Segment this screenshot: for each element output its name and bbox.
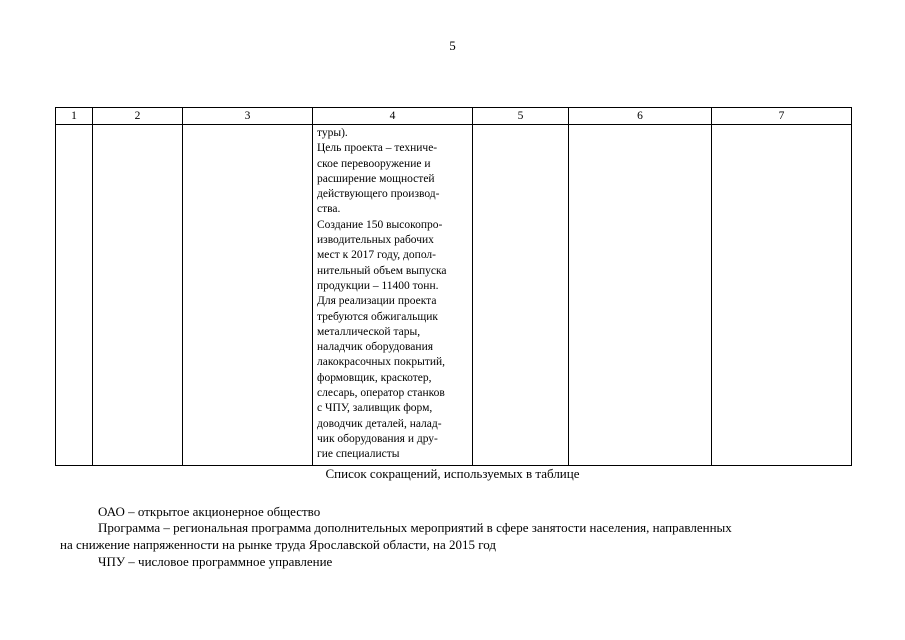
column-header: 5	[473, 108, 569, 125]
description-line: требуются обжигальщик	[317, 310, 438, 323]
description-line: мест к 2017 году, допол-	[317, 249, 436, 262]
description-line: доводчик деталей, налад-	[317, 417, 442, 430]
abbreviation-item: Программа – региональная программа дополнительных мероприятий в сфере занятости населения, направленных	[98, 520, 732, 535]
description-line: металлической тары,	[317, 325, 421, 338]
abbreviation-item-continuation: на снижение напряженности на рынке труда Ярославской области, на 2015 год	[60, 537, 496, 552]
cell-col7	[712, 125, 852, 466]
description-line: туры).	[317, 127, 348, 139]
column-header: 7	[712, 108, 852, 125]
cell-col1	[56, 125, 93, 466]
description-line: ства.	[317, 203, 341, 216]
description-line: изводительных рабочих	[317, 234, 434, 247]
description-line: гие специалисты	[317, 448, 400, 461]
description-line: расширение мощностей	[317, 172, 435, 185]
column-header: 6	[569, 108, 712, 125]
column-header: 3	[183, 108, 313, 125]
cell-col5	[473, 125, 569, 466]
page-number: 5	[449, 38, 456, 53]
description-line: формовщик, краскотер,	[317, 371, 432, 384]
cell-col4-description	[313, 125, 473, 466]
project-description	[313, 125, 472, 465]
table-row	[56, 125, 852, 466]
abbreviation-item: ЧПУ – числовое программное управление	[98, 554, 333, 569]
column-header: 4	[313, 108, 473, 125]
abbreviation-item: ОАО – открытое акционерное общество	[98, 504, 321, 519]
column-header: 2	[93, 108, 183, 125]
description-line: действующего производ-	[317, 188, 440, 201]
description-line: Цель проекта – техниче-	[317, 142, 438, 155]
description-line: слесарь, оператор станков	[317, 387, 445, 400]
description-line: чик оборудования и дру-	[317, 432, 438, 445]
description-line: Для реализации проекта	[317, 295, 437, 308]
description-line: ское перевооружение и	[317, 157, 431, 170]
description-line: наладчик оборудования	[317, 341, 434, 354]
cell-col6	[569, 125, 712, 466]
abbreviations-heading: Список сокращений, используемых в таблице	[325, 466, 580, 481]
description-line: нительный объем выпуска	[317, 264, 447, 277]
description-line: с ЧПУ, заливщик форм,	[317, 402, 433, 415]
cell-col2	[93, 125, 183, 466]
description-line: продукции – 11400 тонн.	[317, 279, 439, 292]
continuation-table	[55, 107, 852, 466]
cell-col3	[183, 125, 313, 466]
description-line: Создание 150 высокопро-	[317, 218, 443, 231]
column-header: 1	[56, 108, 93, 125]
description-line: лакокрасочных покрытий,	[317, 356, 446, 369]
header-row	[56, 108, 852, 125]
